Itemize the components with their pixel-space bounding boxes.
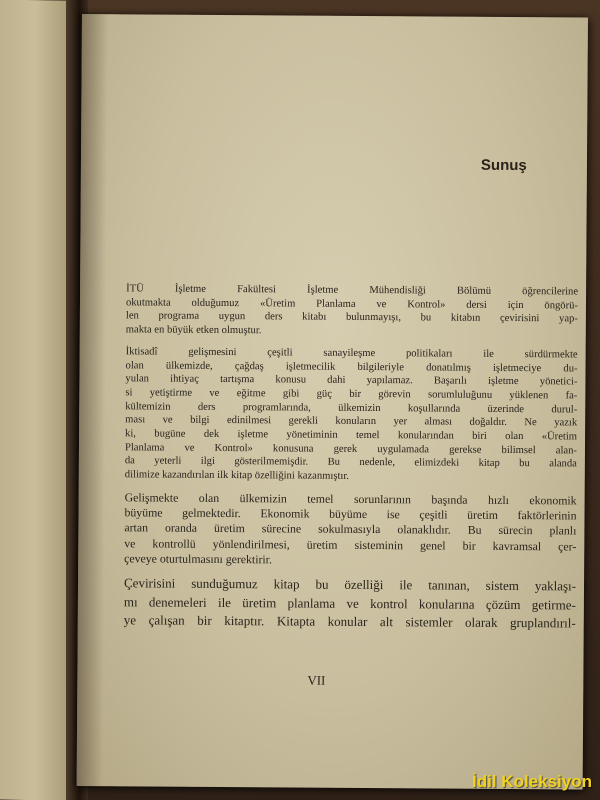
text-line: ması ve bilgi edinilmesi gerekli konuların yer alması doğaldır. Ne yazık [125,414,578,429]
paragraph-2 [111,345,578,485]
text-line: çeveye oturtulmasını gerektirir. [124,551,272,567]
text-line: Planlama ve Kontrol» konusuna gerek uygulamada gerekse bilimsel alan- [124,442,578,457]
text-line: ye çalışan bir kitaptır. Kitapta konular alt sistemler olarak gruplandırıl- [123,612,576,631]
paragraph-4 [110,575,576,633]
text-line: İktisadî gelişmesini çeşitli sanayileşme politikaları ile sürdürmekte [125,346,578,361]
text-line: mı denemeleri ile üretim planlama ve kontrol konularına çözüm getirme- [123,593,576,612]
body-text [110,282,578,640]
page-number: VII [307,672,326,688]
watermark-text: İdil Koleksiyon [472,772,592,791]
text-line: kültemizin ders programlarında, ülkemizin koşullarında üzerinde durul- [125,400,578,416]
text-line: okutmakta olduğumuz «Üretim Planlama ve Kontrol» dersi için öngörü- [125,297,579,312]
text-line: si yetiştirme ve eğitme gibi güç bir görevin sorumluluğunu yüklenen fa- [125,387,578,402]
text-line: yulan ihtiyaç tartışma konusu dahi yapılamaz. Başarılı işletme yönetici- [125,373,578,388]
book-page [77,14,588,790]
text-line: Çevirisini sunduğumuz kitap bu özelliği ile tanınan, sistem yaklaşı- [123,575,577,594]
text-line: Gelişmekte olan ülkemizin temel sorunlarının başında hızlı ekonomik [124,490,577,508]
text-line: büyüme gelmektedir. Ekonomik büyüme ise çeşitli üretim faktörlerinin [124,505,577,523]
text-line: ve kontrollü yönlendirilmesi, üretim sisteminin genel bir kavramsal çer- [124,536,577,554]
text-line: len programa uygun ders kitabı bulunmayışı, bu kitabın çevirisini yap- [125,310,578,325]
text-line: makta en büyük etken olmuştur. [125,324,262,337]
paragraph-1 [112,282,578,340]
section-heading: Sunuş [480,156,527,175]
text-line: da yeterli ilgi gösterilmemişdir. Bu nedenle, elimizdeki kitap bu alanda [124,455,577,470]
text-line: artan oranda üretim sürecine sokulmasıyla olanaklıdır. Bu sürecin planlı [124,520,577,538]
text-line: olan ülkemizde, çağdaş işletmecilik bilgileriyle donatılmış işletmeciye du- [125,359,578,374]
text-line: dilimize kazandırılan ilk kitap özelliğini kazanmıştır. [124,469,349,483]
text-line: İTÜ İşletme Fakültesi İşletme Mühendisliği Bölümü öğrencilerine [126,283,579,298]
facing-page-edge [0,0,72,800]
paragraph-3 [110,490,577,570]
text-line: ki, bugüne dek işletme yönetiminin temel konularından biri olan «Üretim [125,428,578,443]
